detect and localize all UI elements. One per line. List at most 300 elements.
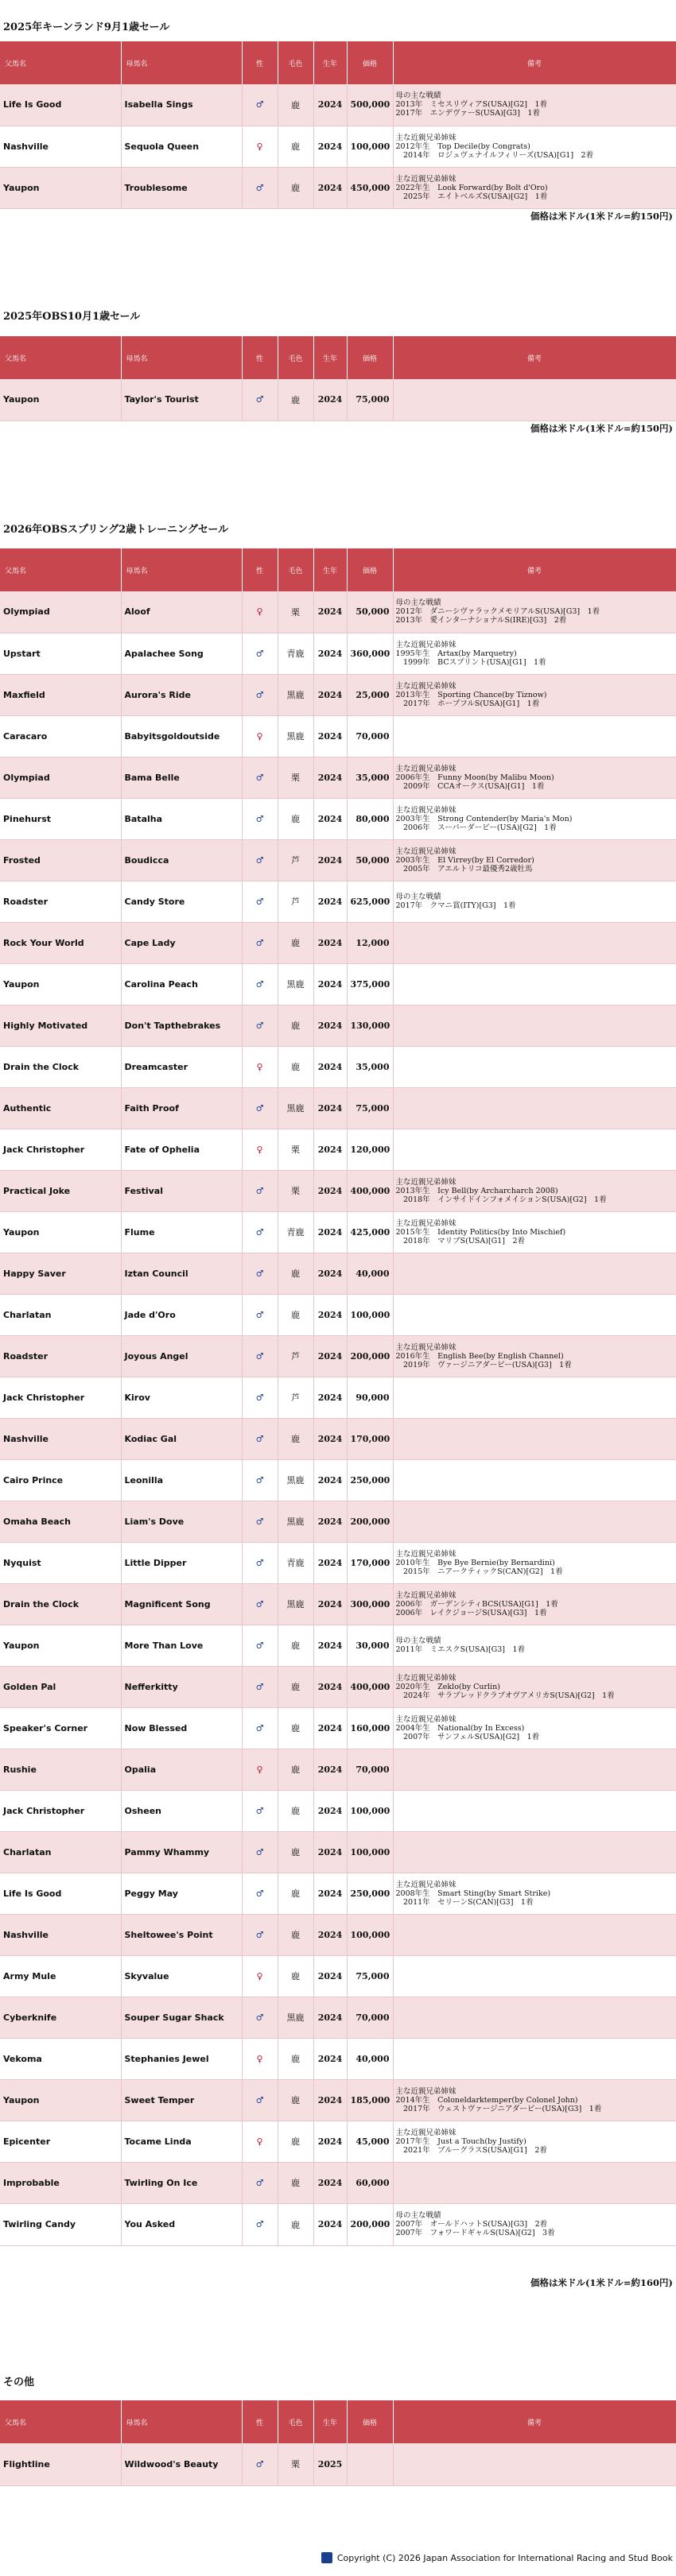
coat-color-cell: 鹿 xyxy=(278,1253,313,1294)
remarks-line: 2016年生 English Bee(by English Channel) xyxy=(395,1351,564,1361)
price-cell xyxy=(347,1542,393,1583)
coat-color-cell: 鹿 xyxy=(278,2038,313,2079)
price-cell xyxy=(347,167,393,208)
birth-year-cell xyxy=(313,2203,347,2245)
sire-cell xyxy=(0,2079,121,2121)
birth-year: 2024 xyxy=(317,772,343,783)
dam-cell xyxy=(121,963,242,1005)
sire-cell xyxy=(0,1253,121,1294)
dam-cell xyxy=(121,84,242,126)
remarks-line: 2014年 ロジュヴェナイルフィリーズ(USA)[G1] 2着 xyxy=(395,150,594,160)
price: 250,000 xyxy=(350,1888,390,1899)
dam-name: Babyitsgoldoutside xyxy=(124,730,220,742)
sire-name: Cyberknife xyxy=(3,2012,57,2023)
dam-cell xyxy=(121,1914,242,1955)
sire-cell xyxy=(0,2038,121,2079)
sex-symbol: ♂ xyxy=(255,1474,264,1486)
dam-name: Jade d'Oro xyxy=(124,1309,176,1320)
sire-cell xyxy=(0,2203,121,2245)
sire-name: Jack Christopher xyxy=(3,1392,85,1403)
remarks-cell xyxy=(393,2079,676,2121)
sex-cell xyxy=(242,757,278,798)
sex-cell xyxy=(242,963,278,1005)
birth-year-cell xyxy=(313,1005,347,1046)
remarks-line: 2005年 アエルトリコ最優秀2歳牡馬 xyxy=(395,864,533,874)
dam-name: Wildwood's Beauty xyxy=(124,2458,219,2469)
coat-color-cell: 鹿 xyxy=(278,1831,313,1873)
dam-cell xyxy=(121,167,242,208)
birth-year-cell xyxy=(313,674,347,715)
price-cell xyxy=(347,922,393,963)
birth-year: 2024 xyxy=(317,1268,343,1279)
coat-color-cell: 鹿 xyxy=(278,2162,313,2203)
dam-name: Liam's Dove xyxy=(124,1516,185,1527)
birth-year: 2024 xyxy=(317,2012,343,2023)
birth-year-cell xyxy=(313,1335,347,1377)
dam-name: Tocame Linda xyxy=(124,2136,192,2147)
dam-cell xyxy=(121,757,242,798)
dam-name: Magnificent Song xyxy=(124,1598,211,1610)
birth-year: 2024 xyxy=(317,1598,343,1610)
remarks-line: 主な近親兄弟姉妹 xyxy=(395,1549,456,1559)
birth-year-cell xyxy=(313,757,347,798)
birth-year-cell xyxy=(313,1211,347,1253)
remarks-cell xyxy=(393,963,676,1005)
dam-cell xyxy=(121,1501,242,1542)
table-row xyxy=(0,84,676,126)
birth-year: 2024 xyxy=(317,978,343,990)
sire-cell xyxy=(0,1625,121,1666)
table-row xyxy=(0,798,676,839)
remarks-cell xyxy=(393,1583,676,1625)
sex-cell xyxy=(242,84,278,126)
price: 90,000 xyxy=(355,1392,390,1403)
birth-year: 2024 xyxy=(317,1309,343,1320)
price-cell xyxy=(347,2079,393,2121)
remarks-cell xyxy=(393,1418,676,1459)
dam-name: Twirling On Ice xyxy=(124,2177,198,2188)
sex-symbol: ♂ xyxy=(255,394,264,405)
table-row xyxy=(0,1707,676,1749)
sex-cell xyxy=(242,1005,278,1046)
dam-cell xyxy=(121,881,242,922)
remarks-cell xyxy=(393,167,676,208)
price: 100,000 xyxy=(350,1846,390,1857)
table-row xyxy=(0,1418,676,1459)
sire-cell xyxy=(0,1459,121,1501)
sire-name: Drain the Clock xyxy=(3,1598,80,1610)
remarks-line: 2011年 ミエスクS(USA)[G3] 1着 xyxy=(395,1645,526,1654)
table-row xyxy=(0,757,676,798)
dam-cell xyxy=(121,2203,242,2245)
remarks-cell xyxy=(393,1253,676,1294)
remarks-cell xyxy=(393,1749,676,1790)
birth-year: 2024 xyxy=(317,182,343,193)
dam-name: Sheltowee's Point xyxy=(124,1929,213,1940)
dam-cell xyxy=(121,1831,242,1873)
price-cell xyxy=(347,1170,393,1211)
table-row xyxy=(0,1253,676,1294)
birth-year: 2024 xyxy=(317,2053,343,2064)
coat-color-cell: 芦 xyxy=(278,1377,313,1418)
birth-year-cell xyxy=(313,633,347,674)
sire-name: Yaupon xyxy=(3,978,40,990)
birth-year-cell xyxy=(313,798,347,839)
dam-name: Batalha xyxy=(124,813,163,824)
table-row xyxy=(0,1790,676,1831)
dam-cell xyxy=(121,1129,242,1170)
sex-cell xyxy=(242,1129,278,1170)
birth-year-cell xyxy=(313,1749,347,1790)
coat-color-cell: 鹿 xyxy=(278,167,313,208)
sire-cell xyxy=(0,2443,121,2485)
birth-year: 2024 xyxy=(317,394,343,405)
birth-year-cell xyxy=(313,1997,347,2038)
dam-cell xyxy=(121,1625,242,1666)
sire-name: Drain the Clock xyxy=(3,1061,80,1072)
sire-cell xyxy=(0,1583,121,1625)
table-row xyxy=(0,1335,676,1377)
price: 160,000 xyxy=(350,1722,390,1733)
dam-name: Sequola Queen xyxy=(124,141,200,152)
remarks-cell xyxy=(393,715,676,757)
remarks-line: 2007年 オールドハットS(USA)[G3] 2着 xyxy=(395,2220,548,2229)
sex-cell xyxy=(242,1170,278,1211)
sire-name: Nashville xyxy=(3,1929,49,1940)
remarks-cell xyxy=(393,1707,676,1749)
price-cell xyxy=(347,2162,393,2203)
remarks-line: 2011年 セリーンS(CAN)[G3] 1着 xyxy=(395,1897,534,1907)
sire-cell xyxy=(0,1129,121,1170)
coat-color-cell: 鹿 xyxy=(278,2121,313,2162)
remarks-line: 2014年生 Coloneldarktemper(by Colonel John) xyxy=(395,2095,578,2105)
table-row xyxy=(0,591,676,633)
sire-cell xyxy=(0,1377,121,1418)
sex-symbol: ♂ xyxy=(255,1681,264,1692)
sex-cell xyxy=(242,1831,278,1873)
birth-year: 2024 xyxy=(317,1433,343,1444)
coat-color-cell: 黒鹿 xyxy=(278,674,313,715)
coat-color-cell: 黒鹿 xyxy=(278,1583,313,1625)
table-row xyxy=(0,881,676,922)
remarks-cell xyxy=(393,84,676,126)
birth-year-cell xyxy=(313,1914,347,1955)
birth-year-cell xyxy=(313,1666,347,1707)
remarks-line: 2006年 スーパーダービー(USA)[G2] 1着 xyxy=(395,823,557,832)
remarks-cell xyxy=(393,1211,676,1253)
price-cell xyxy=(347,591,393,633)
sire-cell xyxy=(0,1294,121,1335)
section-title: その他 xyxy=(3,2377,35,2388)
coat-color-cell: 黒鹿 xyxy=(278,1459,313,1501)
column-header: 父馬名 xyxy=(0,41,121,84)
sex-symbol: ♂ xyxy=(255,689,264,700)
coat-color-cell: 鹿 xyxy=(278,379,313,420)
sex-cell xyxy=(242,1377,278,1418)
sire-cell xyxy=(0,1666,121,1707)
column-header: 父馬名 xyxy=(0,548,121,591)
dam-name: Skyvalue xyxy=(124,1970,169,1981)
remarks-line: 2022年生 Look Forward(by Bolt d'Oro) xyxy=(395,183,548,192)
sex-cell xyxy=(242,1418,278,1459)
sire-cell xyxy=(0,2162,121,2203)
table-row xyxy=(0,963,676,1005)
sex-cell xyxy=(242,1914,278,1955)
dam-cell xyxy=(121,1955,242,1997)
sex-symbol: ♂ xyxy=(255,813,264,824)
birth-year: 2024 xyxy=(317,1888,343,1899)
remarks-cell xyxy=(393,1542,676,1583)
sex-cell xyxy=(242,633,278,674)
dam-name: Stephanies Jewel xyxy=(124,2053,209,2064)
dam-name: Pammy Whammy xyxy=(124,1846,210,1857)
dam-name: Taylor's Tourist xyxy=(124,394,199,405)
table-row xyxy=(0,1873,676,1914)
jairs-logo-icon xyxy=(321,2552,332,2563)
dam-cell xyxy=(121,1046,242,1087)
remarks-cell xyxy=(393,1790,676,1831)
dam-cell xyxy=(121,1666,242,1707)
remarks-line: 主な近親兄弟姉妹 xyxy=(395,681,456,691)
birth-year-cell xyxy=(313,84,347,126)
birth-year-cell xyxy=(313,1418,347,1459)
coat-color-cell: 芦 xyxy=(278,839,313,881)
dam-cell xyxy=(121,839,242,881)
sire-name: Frosted xyxy=(3,854,41,866)
sire-name: Roadster xyxy=(3,1350,49,1362)
birth-year: 2024 xyxy=(317,1392,343,1403)
dam-cell xyxy=(121,1707,242,1749)
remarks-line: 主な近親兄弟姉妹 xyxy=(395,1218,456,1228)
remarks-cell xyxy=(393,674,676,715)
table-row xyxy=(0,1542,676,1583)
sex-cell xyxy=(242,881,278,922)
coat-color-cell: 芦 xyxy=(278,1335,313,1377)
column-header: 備考 xyxy=(393,548,676,591)
remarks-line: 2006年 ガーデンシティBCS(USA)[G1] 1着 xyxy=(395,1599,558,1609)
price: 75,000 xyxy=(355,394,390,405)
birth-year: 2024 xyxy=(317,937,343,948)
sire-name: Yaupon xyxy=(3,1226,40,1238)
column-header: 価格 xyxy=(347,548,393,591)
sale-table xyxy=(0,41,676,209)
sire-cell xyxy=(0,1749,121,1790)
price: 70,000 xyxy=(355,730,390,742)
table-row xyxy=(0,2038,676,2079)
price: 25,000 xyxy=(355,689,390,700)
sire-name: Rushie xyxy=(3,1764,37,1775)
dam-cell xyxy=(121,126,242,167)
price: 35,000 xyxy=(355,772,390,783)
dam-name: Faith Proof xyxy=(124,1102,179,1114)
price-cell xyxy=(347,839,393,881)
dam-name: Kirov xyxy=(124,1392,150,1403)
column-header: 母馬名 xyxy=(121,41,242,84)
price-cell xyxy=(347,2203,393,2245)
birth-year-cell xyxy=(313,1087,347,1129)
coat-color-cell: 鹿 xyxy=(278,1666,313,1707)
dam-name: Peggy May xyxy=(124,1888,178,1899)
table-row xyxy=(0,839,676,881)
table-row xyxy=(0,1211,676,1253)
sex-symbol: ♂ xyxy=(255,2177,264,2188)
sex-symbol: ♂ xyxy=(255,896,264,907)
price-cell xyxy=(347,84,393,126)
dam-name: Boudicca xyxy=(124,854,169,866)
sex-cell xyxy=(242,126,278,167)
remarks-line: 母の主な戦績 xyxy=(395,893,441,901)
remarks-line: 主な近親兄弟姉妹 xyxy=(395,1177,456,1187)
dam-name: Flume xyxy=(124,1226,155,1238)
column-header: 母馬名 xyxy=(121,2400,242,2443)
copyright-text: Copyright (C) 2026 Japan Association for International Racing and Stud Book xyxy=(336,2552,673,2563)
dam-name: Aurora's Ride xyxy=(124,689,191,700)
price-cell xyxy=(347,1501,393,1542)
price: 75,000 xyxy=(355,1102,390,1114)
sex-cell xyxy=(242,1625,278,1666)
price: 400,000 xyxy=(350,1185,390,1196)
remarks-line: 2009年 CCAオークス(USA)[G1] 1着 xyxy=(395,781,545,791)
coat-color-cell: 黒鹿 xyxy=(278,1997,313,2038)
remarks-line: 2013年生 Icy Bell(by Archarcharch 2008) xyxy=(395,1186,558,1195)
dam-name: Dreamcaster xyxy=(124,1061,188,1072)
column-header: 価格 xyxy=(347,336,393,379)
column-header: 母馬名 xyxy=(121,336,242,379)
sex-symbol: ♀ xyxy=(256,1144,263,1155)
price: 75,000 xyxy=(355,1970,390,1981)
birth-year: 2024 xyxy=(317,896,343,907)
sale-table xyxy=(0,2400,676,2486)
price-cell xyxy=(347,1129,393,1170)
table-row xyxy=(0,1294,676,1335)
coat-color-cell: 青鹿 xyxy=(278,633,313,674)
price: 185,000 xyxy=(350,2094,390,2105)
remarks-cell xyxy=(393,591,676,633)
sex-symbol: ♀ xyxy=(256,141,263,152)
birth-year-cell xyxy=(313,1046,347,1087)
price-cell xyxy=(347,1955,393,1997)
sire-cell xyxy=(0,1501,121,1542)
birth-year: 2024 xyxy=(317,1929,343,1940)
sire-name: Vekoma xyxy=(3,2053,42,2064)
remarks-cell xyxy=(393,1046,676,1087)
coat-color-cell: 鹿 xyxy=(278,1005,313,1046)
birth-year-cell xyxy=(313,881,347,922)
sire-name: Life Is Good xyxy=(3,1888,62,1899)
price-cell xyxy=(347,1335,393,1377)
sire-name: Roadster xyxy=(3,896,49,907)
remarks-line: 2017年生 Just a Touch(by Justify) xyxy=(395,2136,526,2146)
price: 30,000 xyxy=(355,1640,390,1651)
sire-name: Olympiad xyxy=(3,606,50,618)
table-row xyxy=(0,126,676,167)
column-header: 価格 xyxy=(347,2400,393,2443)
sale-table xyxy=(0,548,676,2246)
birth-year-cell xyxy=(313,1542,347,1583)
birth-year: 2024 xyxy=(317,99,343,110)
sire-name: Caracaro xyxy=(3,730,48,742)
dam-name: Nefferkitty xyxy=(124,1681,178,1692)
dam-cell xyxy=(121,2443,242,2485)
remarks-line: 主な近親兄弟姉妹 xyxy=(395,640,456,649)
remarks-line: 主な近親兄弟姉妹 xyxy=(395,1673,456,1683)
column-header: 備考 xyxy=(393,336,676,379)
dam-name: Now Blessed xyxy=(124,1722,188,1733)
birth-year: 2024 xyxy=(317,1144,343,1155)
sire-name: Charlatan xyxy=(3,1846,52,1857)
price-cell xyxy=(347,1873,393,1914)
column-header: 生年 xyxy=(313,41,347,84)
remarks-line: 2004年生 National(by In Excess) xyxy=(395,1723,525,1733)
price-cell xyxy=(347,1583,393,1625)
remarks-line: 主な近親兄弟姉妹 xyxy=(395,1880,456,1889)
sex-cell xyxy=(242,1211,278,1253)
coat-color-cell: 栗 xyxy=(278,591,313,633)
price: 100,000 xyxy=(350,1309,390,1320)
remarks-line: 2019年 ヴァージニアダービー(USA)[G3] 1着 xyxy=(395,1360,572,1369)
remarks-line: 2017年 ウェストヴァージニアダービー(USA)[G3] 1着 xyxy=(395,2104,602,2113)
price-cell xyxy=(347,126,393,167)
price-cell xyxy=(347,1087,393,1129)
coat-color-cell: 栗 xyxy=(278,757,313,798)
sex-cell xyxy=(242,379,278,420)
remarks-line: 2013年 愛インターナショナルS(IRE)[G3] 2着 xyxy=(395,616,567,626)
remarks-cell xyxy=(393,379,676,420)
price: 200,000 xyxy=(350,1516,390,1527)
birth-year: 2024 xyxy=(317,648,343,659)
price: 40,000 xyxy=(355,2053,390,2064)
sire-name: Flightline xyxy=(3,2458,50,2469)
remarks-line: 2006年 レイクジョージS(USA)[G3] 1着 xyxy=(395,1608,547,1617)
remarks-line: 2018年 インサイドインフォメイションS(USA)[G2] 1着 xyxy=(395,1195,607,1204)
price-footnote: 価格は米ドル(1米ドル=約150円) xyxy=(530,423,673,434)
dam-cell xyxy=(121,1253,242,1294)
sire-cell xyxy=(0,1955,121,1997)
column-header: 母馬名 xyxy=(121,548,242,591)
column-header: 備考 xyxy=(393,41,676,84)
coat-color-cell: 鹿 xyxy=(278,1418,313,1459)
coat-color-cell: 黒鹿 xyxy=(278,1501,313,1542)
sex-cell xyxy=(242,2162,278,2203)
dam-cell xyxy=(121,1377,242,1418)
remarks-cell xyxy=(393,2443,676,2485)
remarks-line: 2010年生 Bye Bye Bernie(by Bernardini) xyxy=(395,1558,555,1567)
price: 500,000 xyxy=(350,99,390,110)
sex-symbol: ♂ xyxy=(255,2458,264,2469)
sire-cell xyxy=(0,1914,121,1955)
birth-year: 2024 xyxy=(317,1516,343,1527)
dam-name: Kodiac Gal xyxy=(124,1433,177,1444)
copyright xyxy=(321,2552,673,2563)
price-footnote: 価格は米ドル(1米ドル=約150円) xyxy=(530,211,673,222)
birth-year: 2024 xyxy=(317,2094,343,2105)
table-row xyxy=(0,1377,676,1418)
remarks-line: 主な近親兄弟姉妹 xyxy=(395,2128,456,2137)
dam-cell xyxy=(121,1335,242,1377)
price: 80,000 xyxy=(355,813,390,824)
sire-cell xyxy=(0,84,121,126)
sex-cell xyxy=(242,1666,278,1707)
sire-name: Nashville xyxy=(3,1433,49,1444)
price: 200,000 xyxy=(350,1350,390,1362)
table-row xyxy=(0,1625,676,1666)
sire-cell xyxy=(0,1707,121,1749)
sire-cell xyxy=(0,881,121,922)
column-header: 生年 xyxy=(313,336,347,379)
price: 40,000 xyxy=(355,1268,390,1279)
sex-symbol: ♂ xyxy=(255,854,264,866)
sex-cell xyxy=(242,1046,278,1087)
